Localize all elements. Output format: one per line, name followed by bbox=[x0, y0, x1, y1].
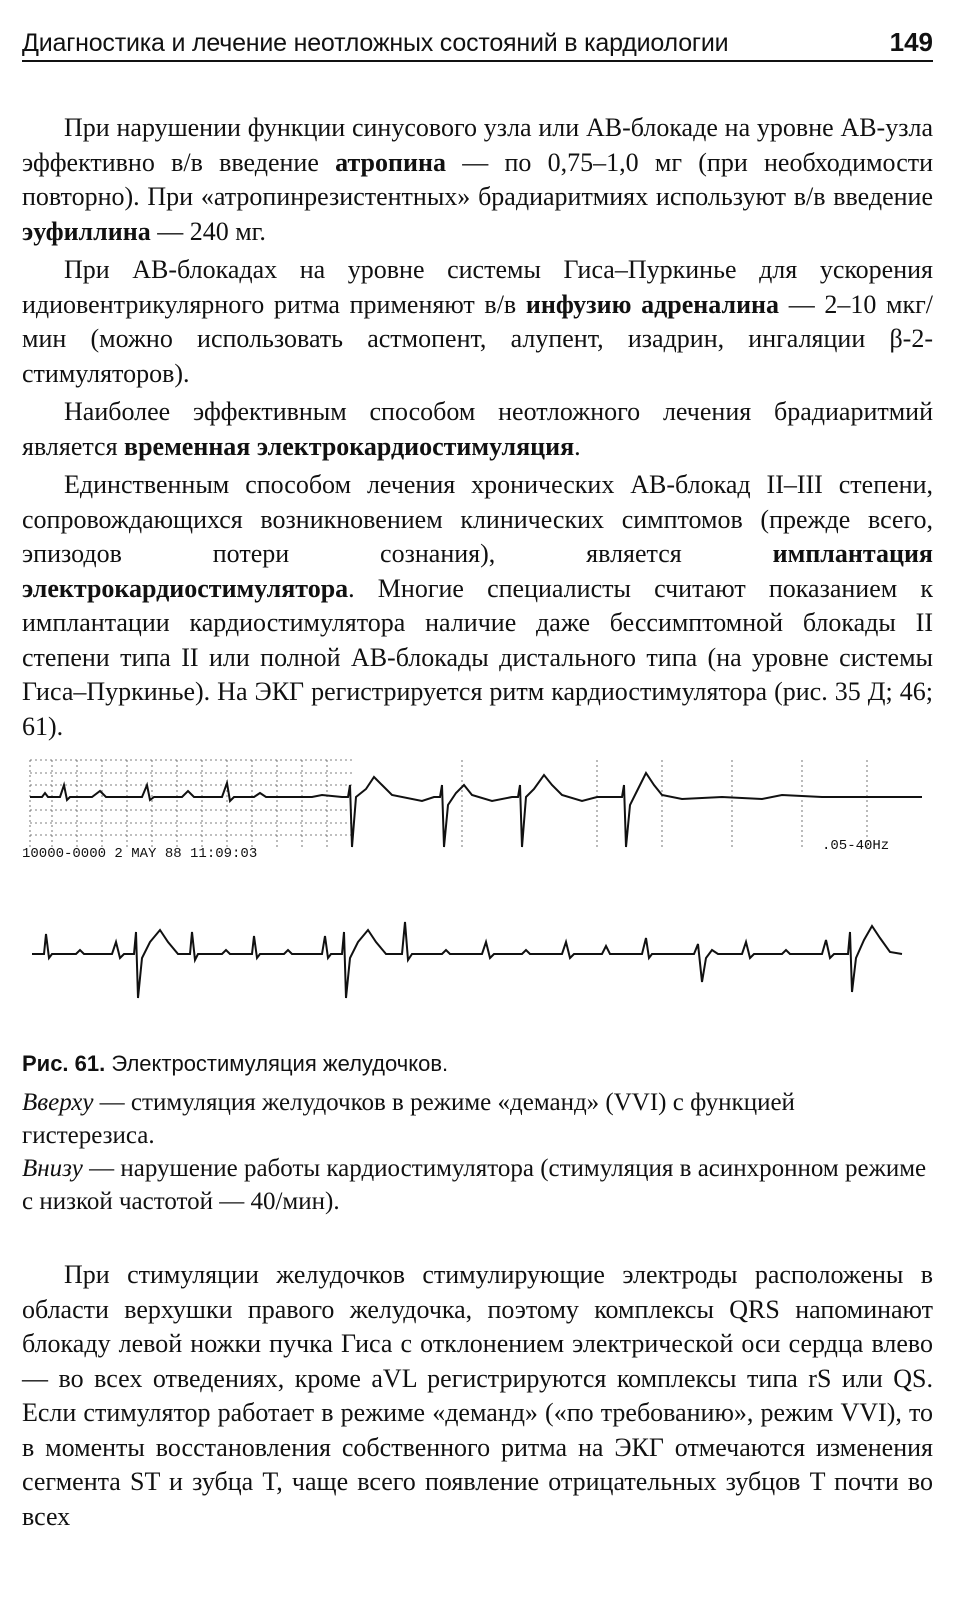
figure-caption bbox=[22, 1047, 933, 1218]
running-header bbox=[22, 26, 933, 62]
body-text-top bbox=[22, 111, 933, 748]
paragraph-atropine: При нарушении функции синусового узла или АВ-блокаде на уровне АВ-узла эффективно в/в введение атропина — по 0,75–1,0 мг (при необходимости повторно). При «атропинрезистентных» брадиаритмиях используют в/в введение эуфиллина — 240 мг. bbox=[22, 113, 934, 246]
ecg-trace-bottom bbox=[32, 922, 902, 998]
caption-bottom-description: Внизу — нарушение работы кардиостимулятора (стимуляция в асинхронном режиме с низкой частотой — 40/мин). bbox=[22, 1155, 927, 1215]
figure-label: Рис. 61. bbox=[22, 1051, 106, 1076]
paragraph-adrenaline: При АВ-блокадах на уровне системы Гиса–Пуркинье для ускорения идиовентрикулярного ритма применяют в/в инфузию адреналина — 2–10 мкг/мин (можно использовать астмопент, алупент, изадрин, ингаляции β-2-стимуляторов). bbox=[22, 255, 933, 388]
paragraph-temporary-pacing: Наиболее эффективным способом неотложного лечения брадиаритмий является временная электрокардиостимуляция. bbox=[22, 397, 933, 461]
ecg-strip-bottom bbox=[22, 912, 933, 1007]
paragraph-pacemaker-implant: Единственным способом лечения хронических АВ-блокад II–III степени, сопровождающихся возникновением клинических симптомов (прежде всего, эпизодов потери сознания), является имплантация электрокардиостимулятора. Многие специалисты считают показанием к имплантации кардиостимулятора наличие даже бессимптомной блокады II степени типа II или полной АВ-блокады дистального типа (на уровне системы Гиса–Пуркинье). На ЭКГ регистрируется ритм кардиостимулятора (рис. 35 Д; 46; 61). bbox=[22, 470, 933, 741]
bold-term-euphylline: эуфиллина bbox=[22, 216, 151, 246]
body-text-bottom bbox=[22, 1258, 933, 1538]
bold-term-atropine: атропина bbox=[335, 147, 446, 177]
caption-top-description: Вверху — стимуляция желудочков в режиме «деманд» (VVI) с функцией гистерезиса. bbox=[22, 1089, 795, 1149]
ecg-trace-top bbox=[30, 773, 922, 847]
paragraph-ventricular-pacing: При стимуляции желудочков стимулирующие электроды расположены в области верхушки правого желудочка, поэтому комплексы QRS напоминают блокаду левой ножки пучка Гиса с отклонением электрической оси сердца влево — во всех отведениях, кроме aVL регистрируются комплексы типа rS или QS. Если стимулятор работает в режиме «деманд» («по требованию», режим VVI), то в моменты восстановления собственного ритма на ЭКГ отмечаются изменения сегмента ST и зубца T, чаще всего появление отрицательных зубцов T почти во всех bbox=[22, 1260, 933, 1531]
bold-term-temporary-pacing: временная электрокардиостимуляция bbox=[124, 431, 575, 461]
page-number: 149 bbox=[889, 27, 933, 57]
bold-term-pacemaker-implant: имплантация электрокардиостимулятора bbox=[22, 539, 933, 603]
bold-term-adrenaline: инфузию адреналина bbox=[525, 289, 780, 319]
ecg-timestamp: 10000-0000 2 MAY 88 11:09:03 bbox=[22, 846, 258, 862]
ecg-strip-top bbox=[22, 755, 933, 870]
ecg-filter-label: .05-40Hz bbox=[822, 838, 890, 854]
figure-caption-title: Рис. 61. Электростимуляция желудочков. bbox=[22, 1051, 449, 1076]
running-header-title: Диагностика и лечение неотложных состояний в кардиологии bbox=[22, 29, 729, 57]
